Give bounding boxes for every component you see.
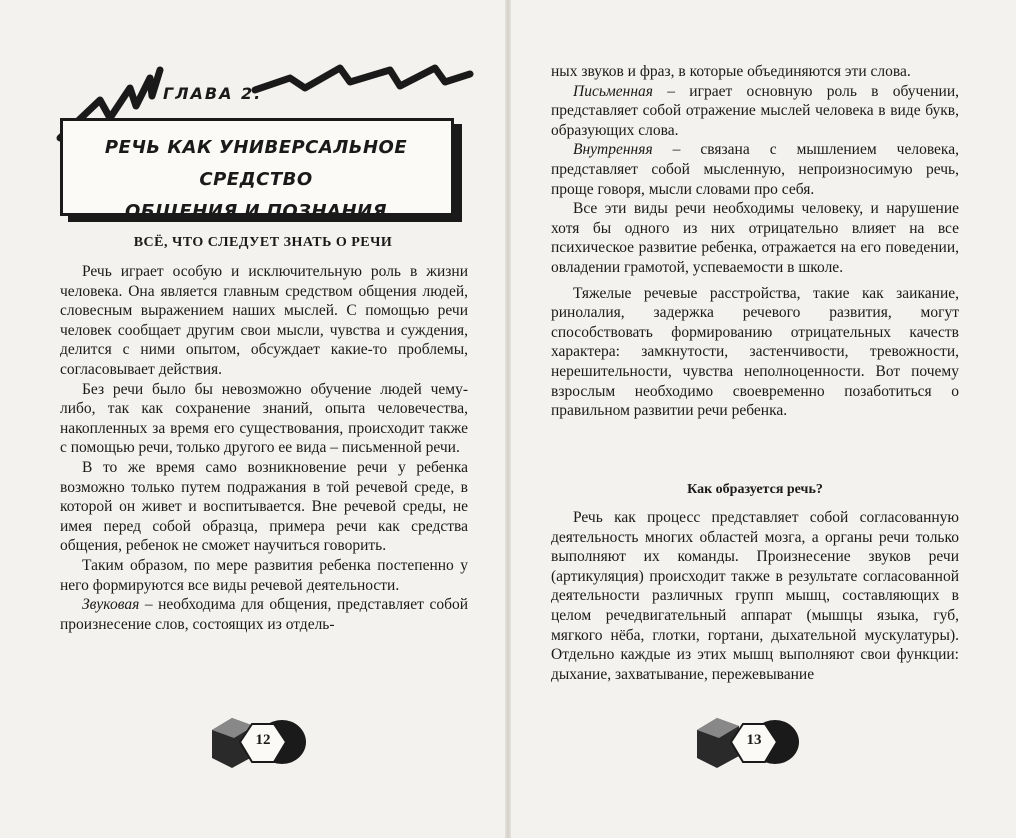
page-number: 12 bbox=[255, 732, 271, 748]
term-sound: Звуковая bbox=[82, 596, 140, 614]
right-body-text-bottom bbox=[551, 508, 959, 684]
paragraph: Речь как процесс представляет собой согласованную деятельность многих областей мозга, а органы речи только выполняют их команды. Произнесение звуков речи (артикуляция) происходит также в результате согласованной деятельности различных групп мышц, составляющих в целом речедвигательный аппарат (мышцы языка, губ, мягкого нёба, глотки, гортани, дыхательной мускулатуры). Отдельно каждые из этих мышц выполняют свои функции: дыхание, захватывание, пережевывание bbox=[551, 509, 959, 683]
paragraph: Тяжелые речевые расстройства, такие как заикание, ринолалия, задержка речевого развития, могут способствовать формированию отрицательных качеств характера: замкнутости, застенчивости, тревожности, нерешительности, чувства неполноценности. Вот почему взрослым необходимо своевременно позаботиться о правильном развитии речи ребенка. bbox=[551, 284, 959, 420]
term-written-text: – играет основную роль в обучении, представляет собой отражение мыслей человека в виде букв, образующих слова. bbox=[551, 82, 959, 139]
page-number-emblem-right bbox=[693, 712, 803, 777]
paragraph-continuation: ных звуков и фраз, в которые объединяются эти слова. bbox=[551, 63, 911, 80]
paragraph: Таким образом, по мере развития ребенка постепенно у него формируются все виды речевой деятельности. bbox=[60, 556, 468, 594]
section-heading: ВСЁ, ЧТО СЛЕДУЕТ ЗНАТЬ О РЕЧИ bbox=[133, 235, 393, 250]
term-written: Письменная bbox=[573, 82, 653, 100]
term-inner-text: – связана с мышлением человека, представляет собой мысленную, непроизносимую речь, проще говоря, мысли словами про себя. bbox=[551, 141, 959, 198]
chapter-title-line-1: РЕЧЬ КАК УНИВЕРСАЛЬНОЕ СРЕДСТВО bbox=[104, 137, 408, 190]
left-body-text bbox=[60, 262, 468, 634]
paragraph bbox=[551, 140, 959, 199]
right-body-text-top bbox=[551, 62, 959, 421]
paragraph bbox=[551, 82, 959, 141]
right-page bbox=[511, 0, 1016, 838]
paragraph: Речь играет особую и исключительную роль в жизни человека. Она является главным средством общения людей, словесным выражением наших мыслей. С помощью речи человек сообщает другим свои мысли, чувства и суждения, делится с ними опытом, обсуждает какие-то проблемы, согласовывает действия. bbox=[60, 263, 468, 378]
paragraph: В то же время само возникновение речи у ребенка возможно только путем подражания в той речевой среде, в которой он живет и воспитывается. Вне речевой среды, не имея перед собой образца, примера речи как средства общения, ребенок не сможет научиться говорить. bbox=[60, 458, 468, 555]
chapter-title-line-2: ОБЩЕНИЯ И ПОЗНАНИЯ bbox=[125, 201, 387, 222]
page-number-emblem-left bbox=[210, 712, 310, 777]
chapter-title bbox=[66, 132, 446, 228]
paragraph: Все эти виды речи необходимы человеку, и нарушение хотя бы одного из них отрицательно влияет на все психическое развитие ребенка, отражается на его поведении, овладении грамотой, успеваемости в школе. bbox=[551, 200, 959, 276]
chapter-label: ГЛАВА 2. bbox=[163, 84, 263, 103]
paragraph bbox=[60, 595, 468, 634]
page-number: 13 bbox=[746, 732, 762, 748]
section-heading: Как образуется речь? bbox=[687, 482, 823, 497]
term-inner: Внутренняя bbox=[573, 141, 653, 159]
term-sound-text: – необходима для общения, представляет собой произнесение слов, состоящих из отдель- bbox=[60, 596, 468, 633]
left-page bbox=[0, 0, 505, 838]
paragraph: Без речи было бы невозможно обучение людей чему-либо, так как сохранение знаний, опыта человечества, накопленных за время его существования, происходит также с помощью речи, только другого ее вида – письменной речи. bbox=[60, 380, 468, 457]
